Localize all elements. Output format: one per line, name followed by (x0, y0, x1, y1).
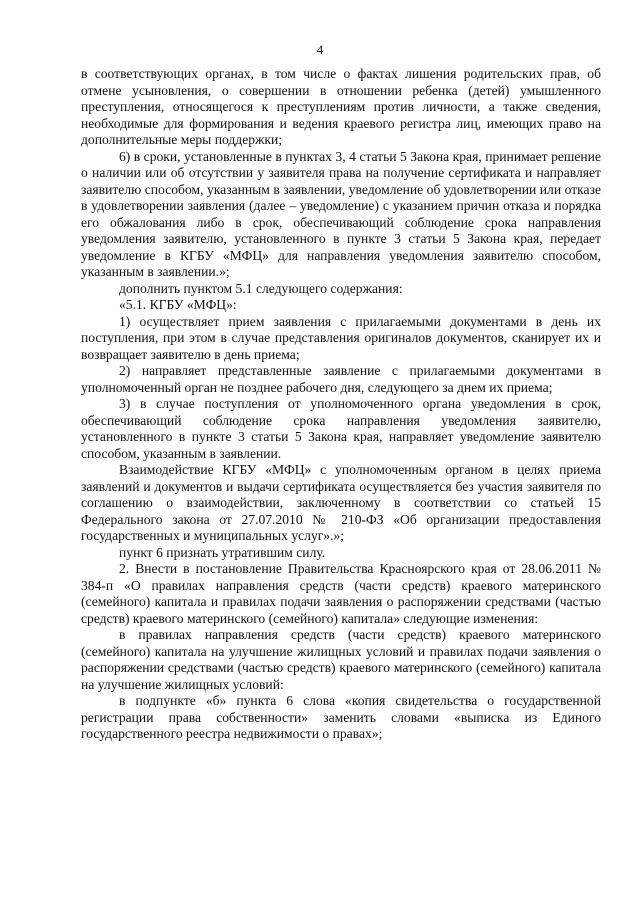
paragraph-subitem-b: в подпункте «б» пункта 6 слова «копия свидетельства о государственной регистрации права собственности» заменить словами «выписка из Единого государственного реестра недвижимости о правах»; (81, 693, 601, 741)
paragraph-item-6-void: пункт 6 признать утратившим силу. (119, 544, 326, 560)
paragraph-5-1-heading: «5.1. КГБУ «МФЦ»: (119, 297, 237, 312)
paragraph-rules: в правилах направления средств (части средств) краевого материнского (семейного) капитала на улучшение жилищных условий и правилах подачи заявления о распоряжении средствами (частью средств) краевого материнского (семейного) капитала на улучшение жилищных условий: (81, 627, 601, 692)
paragraph-item-6: 6) в сроки, установленные в пунктах 3, 4 статьи 5 Закона края, принимает решение о наличии или об отсутствии у заявителя права на получение сертификата и направляет заявителю способом, указанным в заявлении, уведомление об удовлетворении или отказе в удовлетворении заявления (далее – уведомление) с указанием причин отказа и порядка его обжалования либо в срок, обеспечивающий соблюдение срока направления уведомления заявителю, установленного в пункте 3 статьи 5 Закона края, передает уведомление в КГБУ «МФЦ» для направления уведомления заявителю способом, указанным в заявлении.»; (81, 148, 601, 279)
paragraph-continuation: в соответствующих органах, в том числе о фактах лишения родительских прав, об отмене усыновления, о совершении в отношении ребенка (детей) умышленного преступления, относящегося к преступлениям против личности, а также сведения, необходимые для формирования и ведения краевого регистра лиц, имеющих право на дополнительные меры поддержки; (81, 66, 601, 147)
paragraph-add-5-1: дополнить пунктом 5.1 следующего содержания: (119, 280, 403, 296)
paragraph-section-2: 2. Внести в постановление Правительства Красноярского края от 28.06.2011 № 384-п «О правилах направления средств (части средств) краевого материнского (семейного) капитала и правилах подачи заявления о распоряжении средствами (частью средств) краевого материнского (семейного) капитала» следующие изменения: (81, 561, 601, 626)
document-body (81, 66, 601, 743)
paragraph-interaction: Взаимодействие КГБУ «МФЦ» с уполномоченным органом в целях приема заявлений и документов и выдачи сертификата осуществляется без участия заявителя по соглашению о взаимодействии, заключенному в соответствии со статьей 15 Федерального закона от 27.07.2010 № 210-ФЗ «Об организации предоставления государственных и муниципальных услуг».»; (81, 462, 601, 543)
paragraph-5-1-item-1: 1) осуществляет прием заявления с прилагаемыми документами в день их поступления, при этом в случае представления оригиналов документов, сканирует их и возвращает заявителю в день приема; (81, 313, 601, 362)
paragraph-5-1-item-2: 2) направляет представленные заявление с прилагаемыми документами в уполномоченный орган не позднее рабочего дня, следующего за днем их приема; (81, 363, 601, 395)
paragraph-5-1-item-3: 3) в случае поступления от уполномоченного органа уведомления в срок, обеспечивающий соблюдение срока направления уведомления заявителю, установленного в пункте 3 статьи 5 Закона края, направляет уведомление заявителю способом, указанным в заявлении. (81, 396, 601, 461)
page-number: 4 (316, 42, 324, 57)
